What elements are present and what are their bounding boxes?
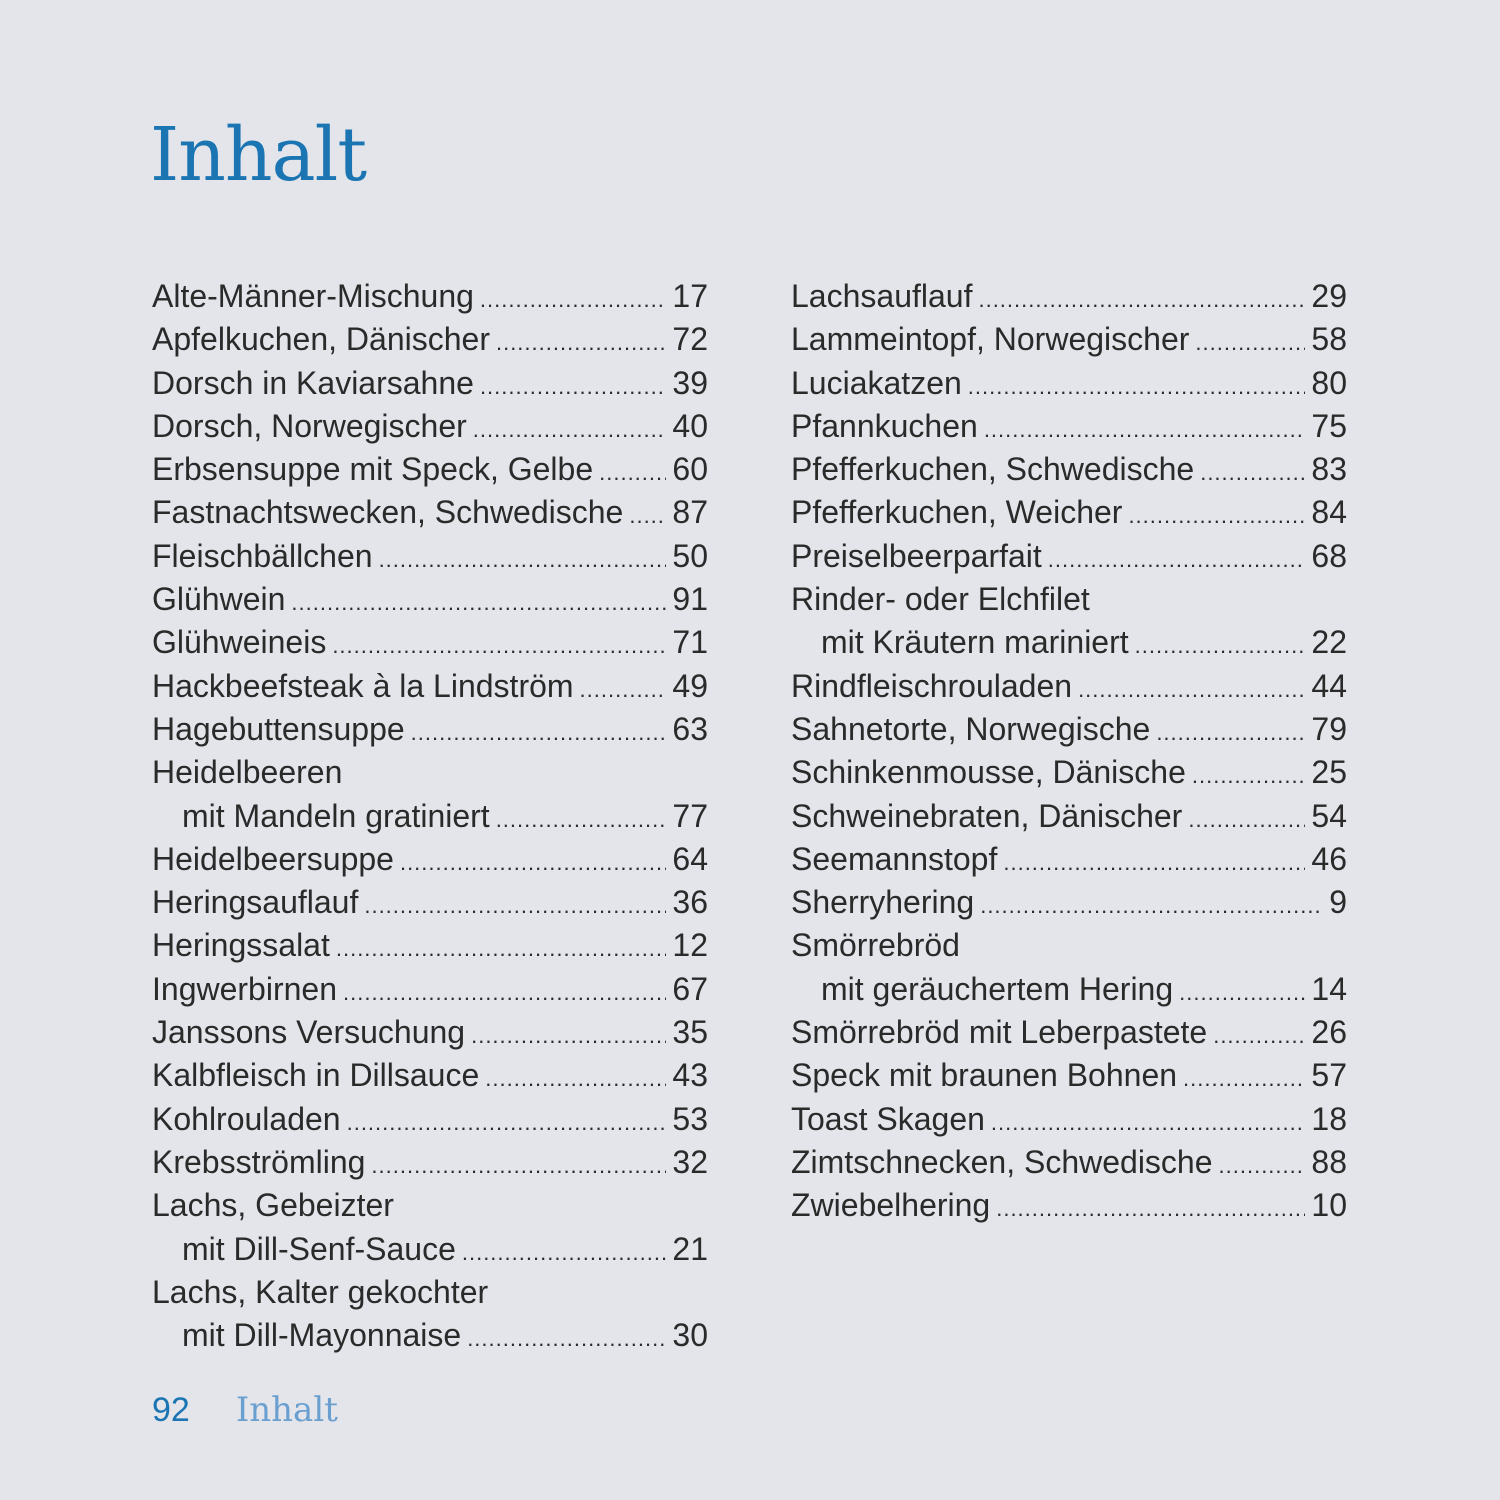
toc-entry bbox=[152, 1098, 708, 1141]
toc-entry-page: 43 bbox=[672, 1057, 708, 1094]
toc-entry-name: Toast Skagen bbox=[791, 1100, 985, 1137]
toc-entry-name: Lachs, Kalter gekochter bbox=[152, 1273, 489, 1310]
toc-entry-name: Krebsströmling bbox=[152, 1143, 366, 1180]
toc-entry bbox=[152, 838, 708, 881]
toc-entry-name: Lachs, Gebeizter bbox=[152, 1187, 394, 1224]
toc-entry-page: 71 bbox=[672, 624, 708, 661]
toc-entry-name: mit Dill-Mayonnaise bbox=[182, 1317, 462, 1354]
dot-leader bbox=[364, 884, 666, 927]
toc-entry-heading bbox=[152, 751, 708, 794]
toc-entry-name: Zimtschnecken, Schwedische bbox=[791, 1143, 1213, 1180]
toc-entry-name: Speck mit braunen Bohnen bbox=[791, 1057, 1178, 1094]
toc-entry-name: Heidelbeeren bbox=[152, 754, 343, 791]
toc-entry-name: Dorsch in Kaviarsahne bbox=[152, 364, 474, 401]
toc-entry bbox=[791, 1141, 1347, 1184]
footer-page-number: 92 bbox=[152, 1391, 190, 1429]
toc-entry bbox=[791, 1011, 1347, 1054]
toc-entry bbox=[791, 838, 1347, 881]
toc-entry-name: mit Dill-Senf-Sauce bbox=[182, 1230, 456, 1267]
toc-entry-page: 68 bbox=[1311, 537, 1347, 574]
toc-entry bbox=[152, 535, 708, 578]
toc-entry-page: 87 bbox=[672, 494, 708, 531]
dot-leader bbox=[400, 841, 666, 884]
dot-leader bbox=[480, 365, 666, 408]
toc-entry-name: Apfelkuchen, Dänischer bbox=[152, 321, 490, 358]
toc-entry-name: Kalbfleisch in Dillsauce bbox=[152, 1057, 480, 1094]
toc-entry-page: 22 bbox=[1311, 624, 1347, 661]
dot-leader bbox=[471, 1014, 666, 1057]
toc-entry-name: Luciakatzen bbox=[791, 364, 962, 401]
dot-leader bbox=[411, 711, 667, 754]
toc-entry-name: Schinkenmousse, Dänische bbox=[791, 754, 1186, 791]
toc-entry-page: 44 bbox=[1311, 667, 1347, 704]
dot-leader bbox=[1135, 624, 1306, 667]
toc-entry bbox=[791, 535, 1347, 578]
toc-right-column bbox=[791, 275, 1347, 1228]
toc-entry bbox=[152, 1054, 708, 1097]
toc-entry-name: Rindfleischrouladen bbox=[791, 667, 1073, 704]
toc-entry-name: Hagebuttensuppe bbox=[152, 710, 405, 747]
dot-leader bbox=[467, 1317, 666, 1360]
page-footer bbox=[152, 1390, 338, 1430]
toc-entry-page: 17 bbox=[672, 278, 708, 314]
toc-entry-page: 26 bbox=[1311, 1014, 1347, 1051]
dot-leader bbox=[1188, 798, 1305, 841]
toc-entry bbox=[791, 968, 1347, 1011]
toc-entry-heading bbox=[152, 1271, 708, 1314]
toc-entry-name: Glühwein bbox=[152, 581, 286, 618]
toc-entry-page: 18 bbox=[1311, 1100, 1347, 1137]
toc-entry bbox=[152, 621, 708, 664]
toc-entry-page: 14 bbox=[1311, 970, 1347, 1007]
toc-entry-heading bbox=[152, 1184, 708, 1227]
toc-entry bbox=[152, 491, 708, 534]
dot-leader bbox=[978, 278, 1305, 321]
toc-entry-page: 54 bbox=[1311, 797, 1347, 834]
toc-entry bbox=[152, 968, 708, 1011]
dot-leader bbox=[473, 408, 667, 451]
dot-leader bbox=[1213, 1014, 1305, 1057]
toc-entry bbox=[791, 275, 1347, 318]
toc-entry bbox=[152, 1228, 708, 1271]
toc-entry bbox=[791, 1054, 1347, 1097]
toc-entry-page: 67 bbox=[672, 970, 708, 1007]
toc-entry-name: Rinder- oder Elchfilet bbox=[791, 581, 1090, 618]
toc-entry-page: 57 bbox=[1311, 1057, 1347, 1094]
toc-entry-page: 79 bbox=[1311, 710, 1347, 747]
toc-entry-name: Smörrebröd mit Leberpastete bbox=[791, 1014, 1208, 1051]
toc-entry-page: 25 bbox=[1311, 754, 1347, 791]
toc-entry-page: 12 bbox=[672, 927, 708, 964]
dot-leader bbox=[496, 798, 667, 841]
dot-leader bbox=[1078, 668, 1305, 711]
toc-entry-page: 50 bbox=[672, 537, 708, 574]
dot-leader bbox=[629, 494, 666, 537]
toc-entry bbox=[152, 795, 708, 838]
dot-leader bbox=[1200, 451, 1305, 494]
toc-left-column bbox=[152, 275, 708, 1357]
footer-section-label: Inhalt bbox=[235, 1390, 338, 1430]
dot-leader bbox=[1183, 1057, 1305, 1100]
toc-entry-page: 91 bbox=[672, 581, 708, 618]
dot-leader bbox=[980, 884, 1321, 927]
toc-entry bbox=[791, 405, 1347, 448]
dot-leader bbox=[968, 365, 1306, 408]
toc-entry-name: Lachsauflauf bbox=[791, 278, 973, 314]
toc-entry bbox=[152, 318, 708, 361]
toc-entry-name: Dorsch, Norwegischer bbox=[152, 407, 467, 444]
toc-entry-name: Pfannkuchen bbox=[791, 407, 978, 444]
toc-entry-name: Janssons Versuchung bbox=[152, 1014, 466, 1051]
toc-entry bbox=[152, 924, 708, 967]
toc-entry bbox=[152, 405, 708, 448]
dot-leader bbox=[1156, 711, 1305, 754]
toc-entry-page: 83 bbox=[1311, 451, 1347, 488]
toc-entry-name: Smörrebröd bbox=[791, 927, 960, 964]
toc-entry bbox=[791, 665, 1347, 708]
toc-entry-page: 40 bbox=[672, 407, 708, 444]
toc-entry bbox=[791, 708, 1347, 751]
toc-entry-name: Zwiebelhering bbox=[791, 1187, 991, 1224]
toc-entry-page: 21 bbox=[672, 1230, 708, 1267]
toc-entry-name: mit geräuchertem Hering bbox=[821, 970, 1174, 1007]
dot-leader bbox=[996, 1187, 1305, 1230]
toc-entry-name: Heringssalat bbox=[152, 927, 330, 964]
dot-leader bbox=[1128, 494, 1305, 537]
dot-leader bbox=[347, 1101, 667, 1144]
toc-entry-page: 49 bbox=[672, 667, 708, 704]
toc-entry-name: Pfefferkuchen, Weicher bbox=[791, 494, 1123, 531]
toc-entry-page: 63 bbox=[672, 710, 708, 747]
toc-entry-name: Fastnachtswecken, Schwedische bbox=[152, 494, 624, 531]
dot-leader bbox=[332, 624, 666, 667]
toc-entry-name: Pfefferkuchen, Schwedische bbox=[791, 451, 1195, 488]
dot-leader bbox=[599, 451, 666, 494]
toc-entry bbox=[791, 1098, 1347, 1141]
toc-entry bbox=[152, 1141, 708, 1184]
toc-entry bbox=[791, 491, 1347, 534]
dot-leader bbox=[580, 668, 667, 711]
toc-entry bbox=[152, 448, 708, 491]
toc-entry bbox=[152, 665, 708, 708]
dot-leader bbox=[1003, 841, 1305, 884]
toc-entry bbox=[152, 275, 708, 318]
toc-entry-name: Alte-Männer-Mischung bbox=[152, 278, 474, 314]
toc-entry-page: 72 bbox=[672, 321, 708, 358]
toc-entry bbox=[152, 362, 708, 405]
dot-leader bbox=[462, 1231, 667, 1274]
toc-entry-page: 10 bbox=[1311, 1187, 1347, 1224]
toc-entry-name: Heringsauflauf bbox=[152, 884, 359, 921]
toc-entry-name: Schweinebraten, Dänischer bbox=[791, 797, 1183, 834]
toc-entry-page: 32 bbox=[672, 1143, 708, 1180]
toc-entry-page: 9 bbox=[1329, 884, 1347, 921]
toc-entry bbox=[791, 621, 1347, 664]
dot-leader bbox=[1195, 321, 1305, 364]
toc-entry-name: Ingwerbirnen bbox=[152, 970, 337, 1007]
toc-entry-name: Glühweineis bbox=[152, 624, 327, 661]
toc-entry-name: Erbsensuppe mit Speck, Gelbe bbox=[152, 451, 594, 488]
toc-entry-page: 39 bbox=[672, 364, 708, 401]
dot-leader bbox=[1192, 754, 1306, 797]
dot-leader bbox=[984, 408, 1306, 451]
toc-entry bbox=[791, 448, 1347, 491]
toc-entry bbox=[152, 708, 708, 751]
dot-leader bbox=[371, 1144, 666, 1187]
toc-entry-page: 75 bbox=[1311, 407, 1347, 444]
dot-leader bbox=[1048, 538, 1306, 581]
toc-entry-page: 29 bbox=[1311, 278, 1347, 314]
toc-entry-name: Fleischbällchen bbox=[152, 537, 373, 574]
toc-entry-name: Heidelbeersuppe bbox=[152, 840, 394, 877]
toc-entry-name: Seemannstopf bbox=[791, 840, 998, 877]
dot-leader bbox=[496, 321, 666, 364]
dot-leader bbox=[343, 971, 666, 1014]
toc-entry bbox=[791, 1184, 1347, 1227]
dot-leader bbox=[485, 1057, 666, 1100]
dot-leader bbox=[336, 927, 667, 970]
toc-entry-page: 46 bbox=[1311, 840, 1347, 877]
toc-entry bbox=[152, 1314, 708, 1357]
toc-entry bbox=[152, 881, 708, 924]
toc-entry-page: 58 bbox=[1311, 321, 1347, 358]
toc-entry-page: 60 bbox=[672, 451, 708, 488]
toc-entry-name: Lammeintopf, Norwegischer bbox=[791, 321, 1190, 358]
dot-leader bbox=[991, 1101, 1306, 1144]
dot-leader bbox=[1179, 971, 1305, 1014]
toc-entry-page: 36 bbox=[672, 884, 708, 921]
dot-leader bbox=[1219, 1144, 1306, 1187]
toc-entry-page: 35 bbox=[672, 1014, 708, 1051]
toc-entry-page: 80 bbox=[1311, 364, 1347, 401]
toc-entry-name: Kohlrouladen bbox=[152, 1100, 341, 1137]
toc-entry bbox=[791, 795, 1347, 838]
toc-entry bbox=[791, 318, 1347, 361]
dot-leader bbox=[379, 538, 667, 581]
dot-leader bbox=[480, 278, 667, 321]
toc-entry-heading bbox=[791, 924, 1347, 967]
page-title: Inhalt bbox=[150, 112, 367, 198]
toc-entry-name: Preiselbeerparfait bbox=[791, 537, 1042, 574]
toc-entry-page: 64 bbox=[672, 840, 708, 877]
toc-entry bbox=[791, 362, 1347, 405]
toc-entry-page: 88 bbox=[1311, 1143, 1347, 1180]
toc-entry bbox=[791, 751, 1347, 794]
toc-entry-name: mit Mandeln gratiniert bbox=[182, 797, 490, 834]
toc-entry bbox=[791, 881, 1347, 924]
dot-leader bbox=[291, 581, 666, 624]
toc-entry-heading bbox=[791, 578, 1347, 621]
toc-entry-page: 30 bbox=[672, 1317, 708, 1354]
toc-entry-name: mit Kräutern mariniert bbox=[821, 624, 1129, 661]
toc-entry-name: Hackbeefsteak à la Lindström bbox=[152, 667, 574, 704]
toc-entry-name: Sherryhering bbox=[791, 884, 975, 921]
toc-entry-page: 84 bbox=[1311, 494, 1347, 531]
toc-entry bbox=[152, 1011, 708, 1054]
toc-entry bbox=[152, 578, 708, 621]
toc-entry-page: 77 bbox=[672, 797, 708, 834]
toc-entry-page: 53 bbox=[672, 1100, 708, 1137]
toc-entry-name: Sahnetorte, Norwegische bbox=[791, 710, 1151, 747]
